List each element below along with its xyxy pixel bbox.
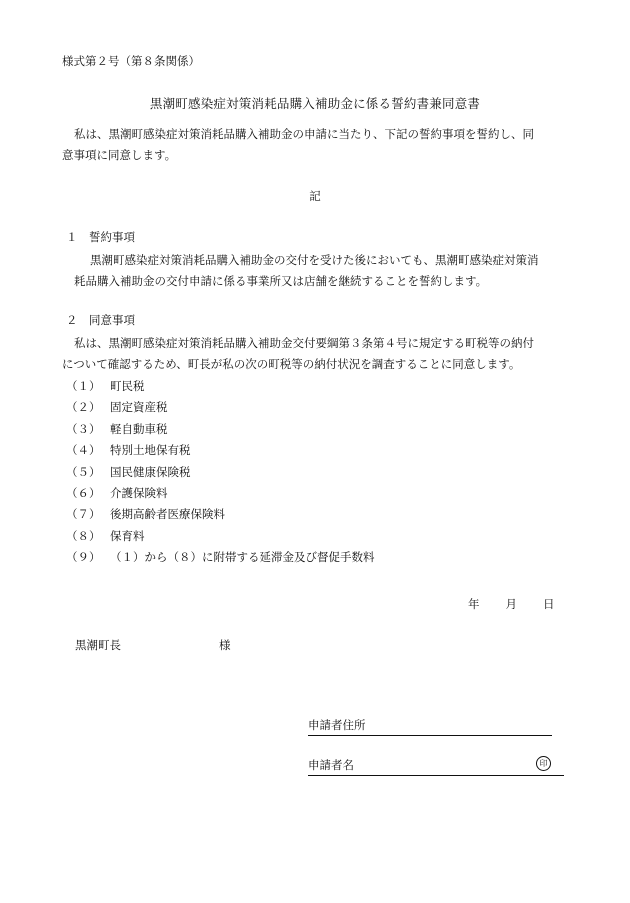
item-number: （４） xyxy=(66,443,101,458)
section-2-heading: ２ 同意事項 xyxy=(66,313,135,327)
list-item xyxy=(66,526,375,547)
item-label: 特別土地保有税 xyxy=(110,443,191,458)
item-number: （１） xyxy=(66,379,101,393)
item-number: （５） xyxy=(66,464,101,479)
applicant-name-label: 申請者名 xyxy=(308,758,354,772)
seal-icon: 印 xyxy=(536,756,551,771)
list-item xyxy=(66,419,375,440)
addressee-name: 黒潮町長 xyxy=(75,638,121,652)
list-item xyxy=(66,483,375,504)
date-day-label: 日 xyxy=(543,597,555,611)
list-item xyxy=(66,397,375,418)
addressee-honorific: 様 xyxy=(219,638,231,652)
section-2-line-2: について確認するため、町長が私の次の町税等の納付状況を調査することに同意します。 xyxy=(62,357,521,371)
consent-items-list xyxy=(66,376,375,569)
item-label: 保育料 xyxy=(110,528,145,543)
list-item xyxy=(66,504,375,525)
section-2-line-1: 私は、黒潮町感染症対策消耗品購入補助金交付要綱第３条第４号に規定する町税等の納付 xyxy=(74,336,534,350)
form-number: 様式第２号（第８条関係） xyxy=(62,54,200,68)
list-item xyxy=(66,462,375,483)
item-label: 国民健康保険税 xyxy=(110,464,191,479)
item-label: （１）から（８）に附帯する延滞金及び督促手数料 xyxy=(110,550,375,565)
item-number: （３） xyxy=(66,421,101,436)
item-label: 固定資産税 xyxy=(110,400,168,415)
date-month-label: 月 xyxy=(505,597,517,611)
date-year-label: 年 xyxy=(468,597,480,611)
item-label: 軽自動車税 xyxy=(110,421,168,436)
item-label: 町民税 xyxy=(110,379,145,393)
document-title: 黒潮町感染症対策消耗品購入補助金に係る誓約書兼同意書 xyxy=(149,96,481,111)
section-1-heading: １ 誓約事項 xyxy=(66,230,135,244)
item-number: （８） xyxy=(66,528,101,543)
intro-line-1: 私は、黒潮町感染症対策消耗品購入補助金の申請に当たり、下記の誓約事項を誓約し、同 xyxy=(74,127,534,141)
applicant-name-field[interactable] xyxy=(308,757,564,776)
item-label: 介護保険料 xyxy=(110,485,168,500)
list-item xyxy=(66,547,375,568)
intro-line-2: 意事項に同意します。 xyxy=(62,148,177,162)
list-item xyxy=(66,440,375,461)
addressee xyxy=(75,637,231,653)
item-number: （９） xyxy=(66,550,101,565)
date-line xyxy=(468,596,555,612)
item-number: （６） xyxy=(66,485,101,500)
section-1-line-2: 耗品購入補助金の交付申請に係る事業所又は店舗を継続することを誓約します。 xyxy=(74,274,488,288)
section-1-line-1: 黒潮町感染症対策消耗品購入補助金の交付を受けた後においても、黒潮町感染症対策消 xyxy=(90,253,539,267)
ki-heading: 記 xyxy=(309,189,321,203)
item-number: （７） xyxy=(66,507,101,522)
applicant-address-label: 申請者住所 xyxy=(308,718,366,732)
item-number: （２） xyxy=(66,400,101,415)
applicant-address-field[interactable] xyxy=(308,717,552,736)
item-label: 後期高齢者医療保険料 xyxy=(110,507,225,522)
list-item xyxy=(66,376,375,397)
